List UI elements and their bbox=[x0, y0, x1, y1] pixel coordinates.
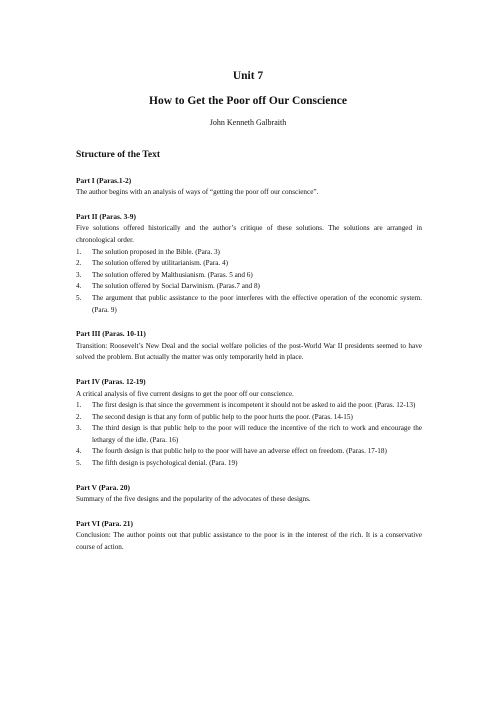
part-section bbox=[76, 175, 422, 199]
list-item-text: The argument that public assistance to the poor interferes with the effective operation of the economic system. (Para. 9) bbox=[92, 293, 422, 314]
part-heading: Part V (Para. 20) bbox=[76, 482, 130, 492]
document-body bbox=[76, 150, 422, 566]
list-item-text: The fourth design is that public help to the poor will have an adverse effect on freedom. (Paras. 17-18) bbox=[92, 447, 387, 456]
list-item-number: 3. bbox=[76, 270, 82, 279]
part-section bbox=[76, 518, 422, 554]
part-heading: Part IV (Paras. 12-19) bbox=[76, 376, 146, 386]
list-item-number: 2. bbox=[76, 259, 82, 268]
author-name: John Kenneth Galbraith bbox=[209, 118, 287, 127]
list-item-text: The solution offered by utilitarianism. (Para. 4) bbox=[92, 259, 228, 268]
part-heading: Part III (Paras. 10-11) bbox=[76, 329, 146, 339]
list-item-text: The solution offered by Social Darwinism. (Paras.7 and 8) bbox=[92, 282, 260, 291]
list-item-number: 2. bbox=[76, 412, 82, 421]
list-item bbox=[76, 446, 422, 458]
part-list bbox=[76, 400, 422, 470]
part-section bbox=[76, 211, 422, 316]
list-item-number: 5. bbox=[76, 459, 82, 468]
list-item-text: The first design is that since the government is incompetent it should not be asked to aid the poor. (Paras. 12-13) bbox=[92, 401, 416, 410]
part-text: Conclusion: The author points out that public assistance to the poor is in the interest of the rich. It is a conservative course of action. bbox=[76, 531, 422, 552]
part-text: A critical analysis of five current designs to get the poor off our conscience. bbox=[76, 389, 294, 398]
list-item bbox=[76, 281, 422, 293]
list-item-text: The third design is that public help to the poor will reduce the incentive of the rich to work and encourage the lethargy of the idle. (Para. 16) bbox=[92, 424, 422, 444]
part-section bbox=[76, 328, 422, 364]
list-item bbox=[76, 412, 422, 424]
part-heading: Part II (Paras. 3-9) bbox=[76, 211, 136, 221]
page-title: How to Get the Poor off Our Conscience bbox=[149, 95, 347, 107]
part-text: Transition: Roosevelt’s New Deal and the social welfare policies of the post-World War II presidents seemed to have solved the problem. But actually the matter was only temporarily held in place. bbox=[76, 341, 422, 362]
list-item-number: 3. bbox=[76, 424, 82, 433]
parts-list bbox=[76, 175, 422, 554]
list-item-text: The solution proposed in the Bible. (Para. 3) bbox=[92, 247, 220, 256]
list-item-number: 5. bbox=[76, 293, 82, 302]
list-item-number: 4. bbox=[76, 447, 82, 456]
list-item-text: The fifth design is psychological denial. (Para. 19) bbox=[92, 459, 238, 468]
unit-label: Unit 7 bbox=[232, 70, 264, 82]
part-text: The author begins with an analysis of ways of “getting the poor off our conscience”. bbox=[76, 188, 319, 197]
list-item bbox=[76, 458, 422, 470]
part-text: Summary of the five designs and the popularity of the advocates of these designs. bbox=[76, 495, 311, 504]
part-section bbox=[76, 482, 422, 506]
list-item-number: 4. bbox=[76, 282, 82, 291]
list-item bbox=[76, 258, 422, 270]
part-section bbox=[76, 376, 422, 470]
part-heading: Part VI (Para. 21) bbox=[76, 518, 133, 528]
list-item-number: 1. bbox=[76, 247, 82, 256]
list-item-number: 1. bbox=[76, 401, 82, 410]
list-item bbox=[76, 270, 422, 282]
part-text: Five solutions offered historically and the author’s critique of these solutions. The solutions are arranged in chronological order. bbox=[76, 224, 422, 244]
list-item bbox=[76, 293, 422, 316]
structure-heading: Structure of the Text bbox=[76, 150, 160, 160]
list-item bbox=[76, 423, 422, 446]
list-item-text: The solution offered by Malthusianism. (Paras. 5 and 6) bbox=[92, 270, 253, 279]
list-item-text: The second design is that any form of public help to the poor hurts the poor. (Paras. 14-15) bbox=[92, 412, 353, 421]
list-item bbox=[76, 400, 422, 412]
part-list bbox=[76, 247, 422, 317]
list-item bbox=[76, 247, 422, 259]
part-heading: Part I (Paras.1-2) bbox=[76, 175, 132, 185]
